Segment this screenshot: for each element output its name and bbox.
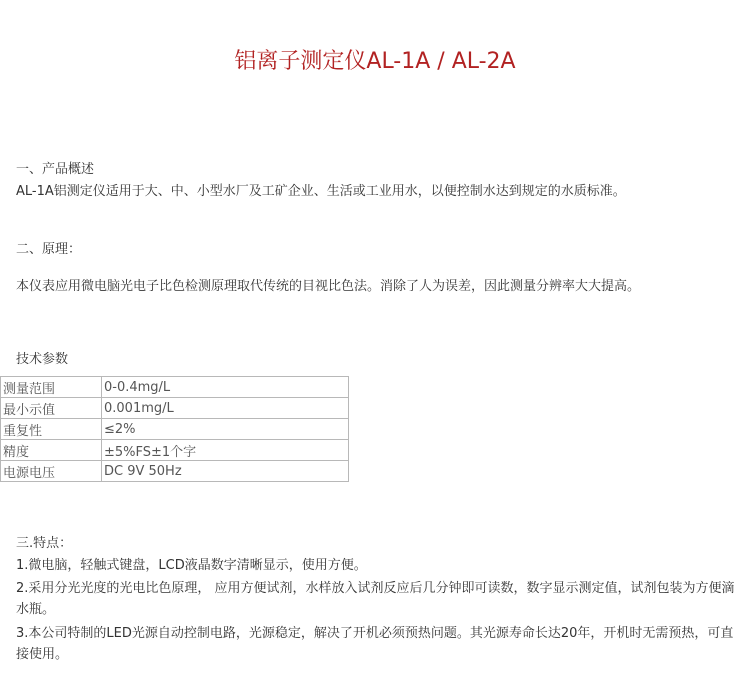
spec-label: 最小示值	[1, 398, 102, 419]
table-row	[1, 461, 349, 482]
features-heading: 三.特点：	[16, 536, 73, 551]
table-row	[1, 398, 349, 419]
principle-heading: 二、原理：	[16, 242, 82, 257]
spec-value: ±5%FS±1个字	[102, 440, 349, 461]
spec-value: 0-0.4mg/L	[102, 377, 349, 398]
table-row	[1, 377, 349, 398]
overview-heading: 一、产品概述	[16, 162, 95, 177]
specs-table	[0, 376, 349, 482]
spec-label: 测量范围	[1, 377, 102, 398]
spec-value: 0.001mg/L	[102, 398, 349, 419]
page-title: 铝离子测定仪AL-1A / AL-2A	[234, 49, 516, 74]
feature-item: 2.采用分光光度的光电比色原理， 应用方便试剂，水样放入试剂反应后几分钟即可读数，数字显示测定值，试剂包装为方便滴水瓶。	[16, 581, 735, 617]
spec-label: 重复性	[1, 419, 102, 440]
table-row	[1, 440, 349, 461]
specs-heading: 技术参数	[16, 352, 69, 367]
feature-item: 1.微电脑，轻触式键盘，LCD液晶数字清晰显示，使用方便。	[16, 558, 367, 573]
spec-value: DC 9V 50Hz	[102, 461, 349, 482]
overview-text: AL-1A铝测定仪适用于大、中、小型水厂及工矿企业、生活或工业用水，以便控制水达到规定的水质标准。	[16, 184, 626, 199]
spec-value: ≤2%	[102, 419, 349, 440]
spec-label: 精度	[1, 440, 102, 461]
principle-text: 本仪表应用微电脑光电子比色检测原理取代传统的目视比色法。消除了人为误差，因此测量分辨率大大提高。	[16, 279, 641, 294]
spec-label: 电源电压	[1, 461, 102, 482]
feature-item: 3.本公司特制的LED光源自动控制电路，光源稳定，解决了开机必须预热问题。其光源寿命长达20年，开机时无需预热，可直接使用。	[16, 626, 734, 662]
table-row	[1, 419, 349, 440]
